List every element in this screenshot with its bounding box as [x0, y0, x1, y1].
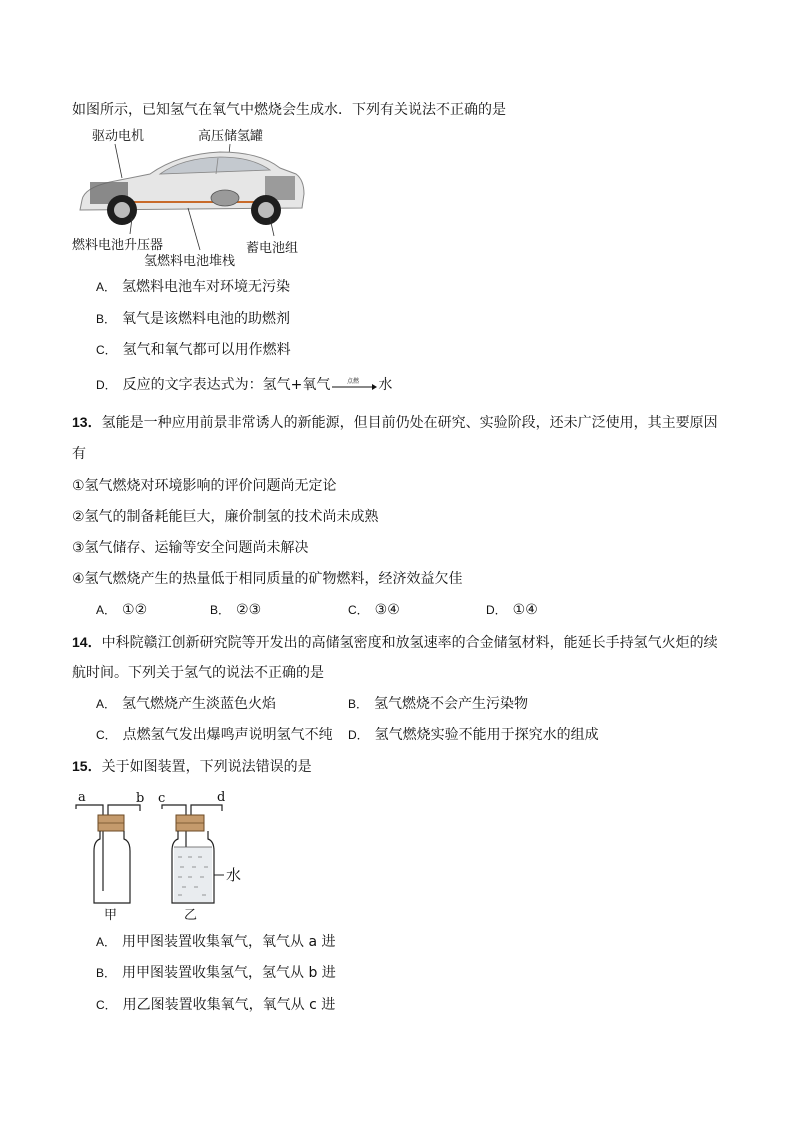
q12-option-c[interactable]: C． 氢气和氧气都可以用作燃料 [96, 342, 291, 358]
q13-statement-3: ③氢气储存、运输等安全问题尚未解决 [72, 540, 309, 556]
q13-option-b[interactable]: B． ②③ [210, 602, 262, 618]
q13-stem-line2: 有 [72, 446, 86, 462]
q12-stem: 如图所示，已知氢气在氧气中燃烧会生成水．下列有关说法不正确的是 [72, 102, 506, 118]
q13-option-a[interactable]: A． ①② [96, 602, 148, 618]
q14-option-c[interactable]: C． 点燃氢气发出爆鸣声说明氢气不纯 [96, 727, 333, 743]
q14-stem-line2: 航时间。下列关于氢气的说法不正确的是 [72, 665, 324, 681]
q13-statement-4: ④氢气燃烧产生的热量低于相同质量的矿物燃料，经济效益欠佳 [72, 571, 463, 587]
q15-option-c[interactable]: C． 用乙图装置收集氧气，氧气从 c 进 [96, 997, 336, 1013]
car-label-booster: 燃料电池升压器 [72, 238, 164, 253]
q15-option-a[interactable]: A． 用甲图装置收集氧气，氧气从 a 进 [96, 934, 336, 950]
caption-yi: 乙 [184, 908, 198, 923]
q14-option-d[interactable]: D． 氢气燃烧实验不能用于探究水的组成 [348, 727, 599, 743]
q13-option-d[interactable]: D． ①④ [486, 602, 538, 618]
port-label-a: a [78, 790, 86, 805]
q13-statement-1: ①氢气燃烧对环境影响的评价问题尚无定论 [72, 478, 337, 494]
q13-stem-line1: 13．氢能是一种应用前景非常诱人的新能源，但目前仍处在研究、实验阶段，还未广泛使用，其主要原因 [72, 414, 718, 431]
q15-option-b[interactable]: B． 用甲图装置收集氢气，氢气从 b 进 [96, 965, 336, 981]
gas-bottles-figure [70, 785, 270, 923]
q13-option-c[interactable]: C． ③④ [348, 602, 400, 618]
q14-option-b[interactable]: B． 氢气燃烧不会产生污染物 [348, 696, 529, 712]
bottle-yi [158, 790, 241, 923]
port-label-d: d [217, 790, 226, 805]
port-label-b: b [136, 791, 145, 806]
port-label-c: c [158, 791, 166, 806]
q14-stem-line1: 14．中科院赣江创新研究院等开发出的高储氢密度和放氢速率的合金储氢材料，能延长手持氢气火炬的续 [72, 634, 718, 651]
q12-option-a[interactable]: A． 氢燃料电池车对环境无污染 [96, 279, 291, 295]
water-label: 水 [226, 866, 242, 884]
q12-option-b[interactable]: B． 氧气是该燃料电池的助燃剂 [96, 311, 291, 327]
q13-statement-2: ②氢气的制备耗能巨大，廉价制氢的技术尚未成熟 [72, 509, 379, 525]
q15-stem: 15．关于如图装置，下列说法错误的是 [72, 758, 312, 775]
car-label-hydrogen-tank: 高压储氢罐 [198, 129, 264, 144]
car-label-drive-motor: 驱动电机 [92, 129, 145, 144]
bottle-jia [76, 790, 144, 923]
car-label-fuel-cell-stack: 氢燃料电池堆栈 [144, 254, 236, 269]
q15-number: 15． [72, 758, 102, 774]
q12-option-d[interactable]: D． 反应的文字表达式为：氢气+氧气 点燃 水 [96, 377, 393, 393]
caption-jia: 甲 [104, 908, 118, 923]
reaction-arrow [330, 376, 378, 394]
q14-number: 14． [72, 634, 102, 650]
q14-option-a[interactable]: A． 氢气燃烧产生淡蓝色火焰 [96, 696, 277, 712]
q13-number: 13． [72, 414, 102, 430]
fuel-cell-car-figure [70, 122, 310, 270]
reaction-condition: 点燃 [347, 378, 360, 385]
car-label-battery-pack: 蓄电池组 [246, 241, 299, 256]
